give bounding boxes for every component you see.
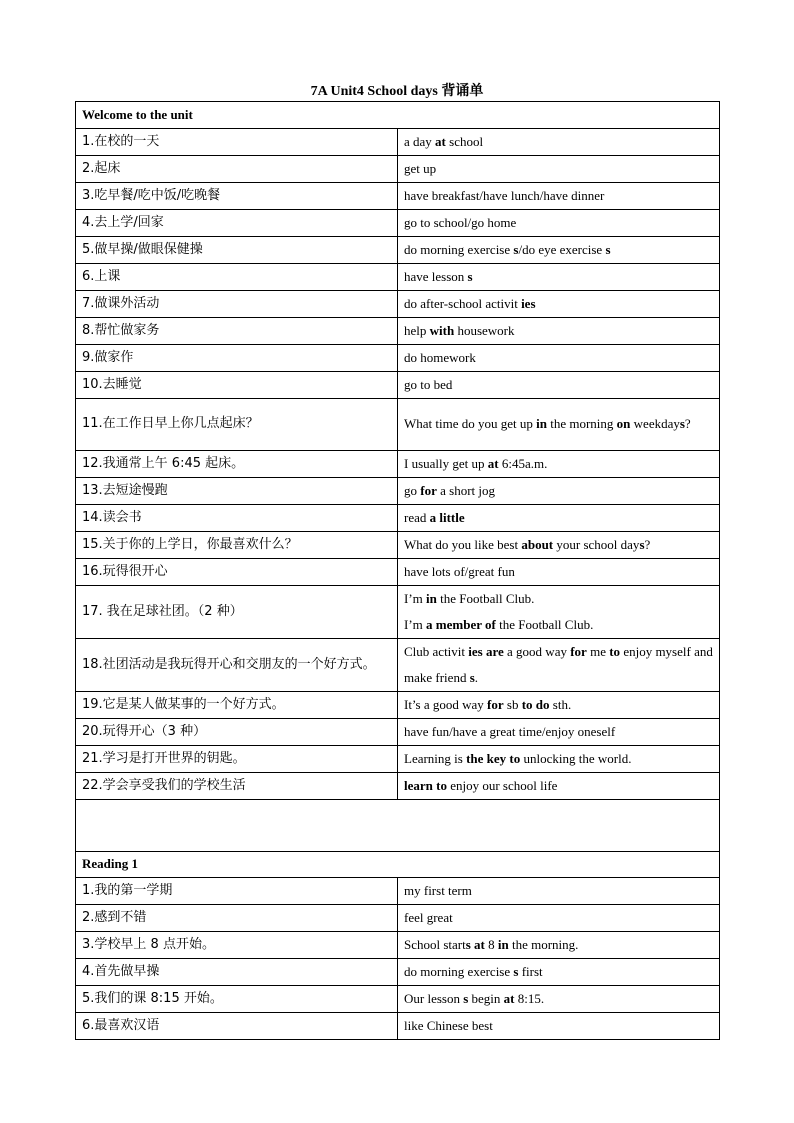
- key-phrase-bold: to do: [521, 696, 550, 712]
- recitation-table: [75, 101, 720, 1040]
- chinese-cell: 16.玩得很开心: [76, 558, 398, 585]
- phrase-text: sth.: [549, 696, 572, 712]
- page-title: 7A Unit4 School days 背诵单: [310, 84, 484, 99]
- chinese-cell: 4.首先做早操: [76, 959, 398, 986]
- phrase-text: first: [518, 964, 543, 979]
- english-cell: [398, 531, 720, 558]
- phrase-text: go to school/go home: [404, 214, 517, 230]
- key-phrase-bold: s: [605, 241, 611, 257]
- phrase-text: do morning exercise: [404, 241, 514, 257]
- table-row: [76, 959, 720, 986]
- phrase-text: the morning: [546, 416, 617, 431]
- phrase-text: read: [404, 509, 430, 525]
- phrase-text: the morning.: [508, 937, 579, 952]
- chinese-cell: 10.去睡觉: [76, 371, 398, 398]
- table-row: [76, 531, 720, 558]
- phrase-text: It’s a good way: [404, 696, 488, 712]
- phrase-text: the Football Club.: [495, 616, 594, 632]
- phrase-text: get up: [404, 160, 437, 176]
- key-phrase-bold: s: [513, 241, 519, 257]
- chinese-cell: 20.玩得开心（3 种）: [76, 718, 398, 745]
- key-phrase-bold: in: [426, 590, 437, 606]
- table-row: [76, 290, 720, 317]
- phrase-text: Club activit: [404, 643, 469, 659]
- phrase-text: do morning exercise: [404, 964, 514, 979]
- table-row: [76, 718, 720, 745]
- key-phrase-bold: at: [435, 133, 446, 149]
- key-phrase-bold: s at: [465, 937, 485, 952]
- section-header-row: [76, 102, 720, 129]
- phrase-text: begin: [468, 991, 504, 1006]
- english-cell: [398, 504, 720, 531]
- key-phrase-bold: s: [639, 536, 645, 552]
- table-row: [76, 398, 720, 450]
- chinese-cell: 21.学习是打开世界的钥匙。: [76, 745, 398, 772]
- table-row: [76, 638, 720, 691]
- english-cell: [398, 209, 720, 236]
- chinese-cell: 2.感到不错: [76, 905, 398, 932]
- english-cell: [398, 691, 720, 718]
- english-cell: [398, 344, 720, 371]
- phrase-text: What do you like best: [404, 536, 522, 552]
- phrase-text: have fun/have a great time/enjoy oneself: [404, 723, 616, 739]
- table-row: [76, 585, 720, 638]
- phrase-text: ?: [684, 416, 691, 431]
- english-cell: [398, 263, 720, 290]
- phrase-text: What time do you get up: [404, 416, 537, 431]
- chinese-cell: 14.读会书: [76, 504, 398, 531]
- chinese-cell: 7.做课外活动: [76, 290, 398, 317]
- chinese-cell: 17. 我在足球社团。（2 种）: [76, 585, 398, 638]
- table-row: [76, 182, 720, 209]
- phrase-text: a good way: [503, 643, 571, 659]
- table-row: [76, 691, 720, 718]
- phrase-text: do homework: [404, 349, 476, 365]
- key-phrase-bold: learn to: [404, 777, 447, 793]
- english-cell: [398, 932, 720, 959]
- english-cell: [398, 317, 720, 344]
- table-row: [76, 155, 720, 182]
- phrase-text: a day: [404, 133, 436, 149]
- phrase-text: housework: [454, 322, 515, 338]
- table-row: [76, 236, 720, 263]
- blank-cell: [76, 799, 720, 851]
- key-phrase-bold: a member of: [426, 616, 496, 632]
- key-phrase-bold: in: [497, 937, 509, 952]
- english-cell: [398, 558, 720, 585]
- key-phrase-bold: for: [487, 696, 504, 712]
- phrase-text: 6:45a.m.: [498, 455, 548, 471]
- table-row: [76, 905, 720, 932]
- phrase-text: 8:15.: [514, 991, 545, 1006]
- phrase-text: I’m: [404, 590, 427, 606]
- table-row: [76, 128, 720, 155]
- chinese-cell: 6.上课: [76, 263, 398, 290]
- key-phrase-bold: s: [463, 991, 469, 1006]
- table-row: [76, 558, 720, 585]
- phrase-text: sb: [503, 696, 522, 712]
- section-header: Welcome to the unit: [76, 102, 720, 129]
- key-phrase-bold: about: [521, 536, 554, 552]
- chinese-cell: 18.社团活动是我玩得开心和交朋友的一个好方式。: [76, 638, 398, 691]
- phrase-text: the Football Club.: [436, 590, 535, 606]
- english-cell: [398, 155, 720, 182]
- english-cell: [398, 986, 720, 1013]
- english-cell: [398, 182, 720, 209]
- table-row: [76, 371, 720, 398]
- english-cell: [398, 1013, 720, 1040]
- key-phrase-bold: s: [679, 416, 685, 431]
- english-cell: [398, 772, 720, 799]
- key-phrase-bold: a little: [429, 509, 465, 525]
- english-cell: [398, 878, 720, 905]
- chinese-cell: 22.学会享受我们的学校生活: [76, 772, 398, 799]
- phrase-text: have lots of/great fun: [404, 563, 515, 579]
- table-row: [76, 772, 720, 799]
- phrase-text: ?: [644, 536, 651, 552]
- key-phrase-bold: for: [570, 643, 587, 659]
- chinese-cell: 5.做早操/做眼保健操: [76, 236, 398, 263]
- english-cell: [398, 371, 720, 398]
- chinese-cell: 19.它是某人做某事的一个好方式。: [76, 691, 398, 718]
- english-cell: [398, 128, 720, 155]
- table-row: [76, 263, 720, 290]
- phrase-text: do after-school activit: [404, 295, 522, 311]
- blank-row: [76, 799, 720, 851]
- phrase-text: me: [586, 643, 610, 659]
- phrase-text: your school day: [553, 536, 640, 552]
- table-row: [76, 477, 720, 504]
- chinese-cell: 8.帮忙做家务: [76, 317, 398, 344]
- english-cell: [398, 290, 720, 317]
- chinese-cell: 3.学校早上 8 点开始。: [76, 932, 398, 959]
- phrase-text: go to bed: [404, 376, 453, 392]
- table-row: [76, 209, 720, 236]
- phrase-text: Our lesson: [404, 991, 464, 1006]
- key-phrase-bold: the key to: [466, 750, 521, 766]
- chinese-cell: 4.去上学/回家: [76, 209, 398, 236]
- english-cell: [398, 450, 720, 477]
- phrase-text: help: [404, 322, 430, 338]
- english-cell: [398, 585, 720, 638]
- chinese-cell: 13.去短途慢跑: [76, 477, 398, 504]
- phrase-text: a short jog: [436, 482, 495, 498]
- key-phrase-bold: at: [487, 455, 499, 471]
- english-cell: [398, 638, 720, 691]
- key-phrase-bold: for: [420, 482, 437, 498]
- phrase-text: /do eye exercise: [518, 241, 606, 257]
- key-phrase-bold: ies are: [468, 643, 504, 659]
- key-phrase-bold: in: [536, 416, 547, 431]
- phrase-text: .: [474, 669, 479, 685]
- phrase-text: school: [445, 133, 484, 149]
- chinese-cell: 6.最喜欢汉语: [76, 1013, 398, 1040]
- table-row: [76, 932, 720, 959]
- phrase-text: feel great: [404, 910, 453, 925]
- phrase-text: School start: [404, 937, 466, 952]
- english-cell: [398, 477, 720, 504]
- chinese-cell: 12.我通常上午 6:45 起床。: [76, 450, 398, 477]
- key-phrase-bold: s: [467, 268, 473, 284]
- phrase-text: go: [404, 482, 421, 498]
- key-phrase-bold: at: [503, 991, 515, 1006]
- section-header-row: [76, 851, 720, 878]
- phrase-text: like Chinese best: [404, 1018, 493, 1033]
- chinese-cell: 1.在校的一天: [76, 128, 398, 155]
- phrase-text: have breakfast/have lunch/have dinner: [404, 187, 605, 203]
- key-phrase-bold: ies: [521, 295, 536, 311]
- english-cell: [398, 745, 720, 772]
- chinese-cell: 3.吃早餐/吃中饭/吃晚餐: [76, 182, 398, 209]
- key-phrase-bold: s: [469, 669, 475, 685]
- phrase-text: Learning is: [404, 750, 467, 766]
- phrase-text: my first term: [404, 883, 472, 898]
- chinese-cell: 15.关于你的上学日，你最喜欢什么？: [76, 531, 398, 558]
- table-row: [76, 745, 720, 772]
- english-cell: [398, 718, 720, 745]
- phrase-text: unlocking the world.: [520, 750, 632, 766]
- chinese-cell: 11.在工作日早上你几点起床？: [76, 398, 398, 450]
- key-phrase-bold: on: [616, 416, 631, 431]
- key-phrase-bold: with: [429, 322, 455, 338]
- table-row: [76, 1013, 720, 1040]
- english-cell: [398, 959, 720, 986]
- phrase-text: I’m: [404, 616, 427, 632]
- table-row: [76, 317, 720, 344]
- phrase-text: have lesson: [404, 268, 468, 284]
- english-cell: [398, 905, 720, 932]
- chinese-cell: 2.起床: [76, 155, 398, 182]
- phrase-text: enjoy myself and make friend: [404, 643, 713, 685]
- table-row: [76, 344, 720, 371]
- key-phrase-bold: s: [513, 964, 519, 979]
- chinese-cell: 5.我们的课 8:15 开始。: [76, 986, 398, 1013]
- table-row: [76, 504, 720, 531]
- phrase-text: enjoy our school life: [446, 777, 558, 793]
- phrase-text: weekday: [630, 416, 680, 431]
- table-row: [76, 450, 720, 477]
- phrase-text: 8: [484, 937, 498, 952]
- section-header: Reading 1: [76, 851, 720, 878]
- table-row: [76, 986, 720, 1013]
- chinese-cell: 1.我的第一学期: [76, 878, 398, 905]
- phrase-text: I usually get up: [404, 455, 488, 471]
- table-row: [76, 878, 720, 905]
- english-cell: [398, 398, 720, 450]
- chinese-cell: 9.做家作: [76, 344, 398, 371]
- english-cell: [398, 236, 720, 263]
- key-phrase-bold: to: [609, 643, 621, 659]
